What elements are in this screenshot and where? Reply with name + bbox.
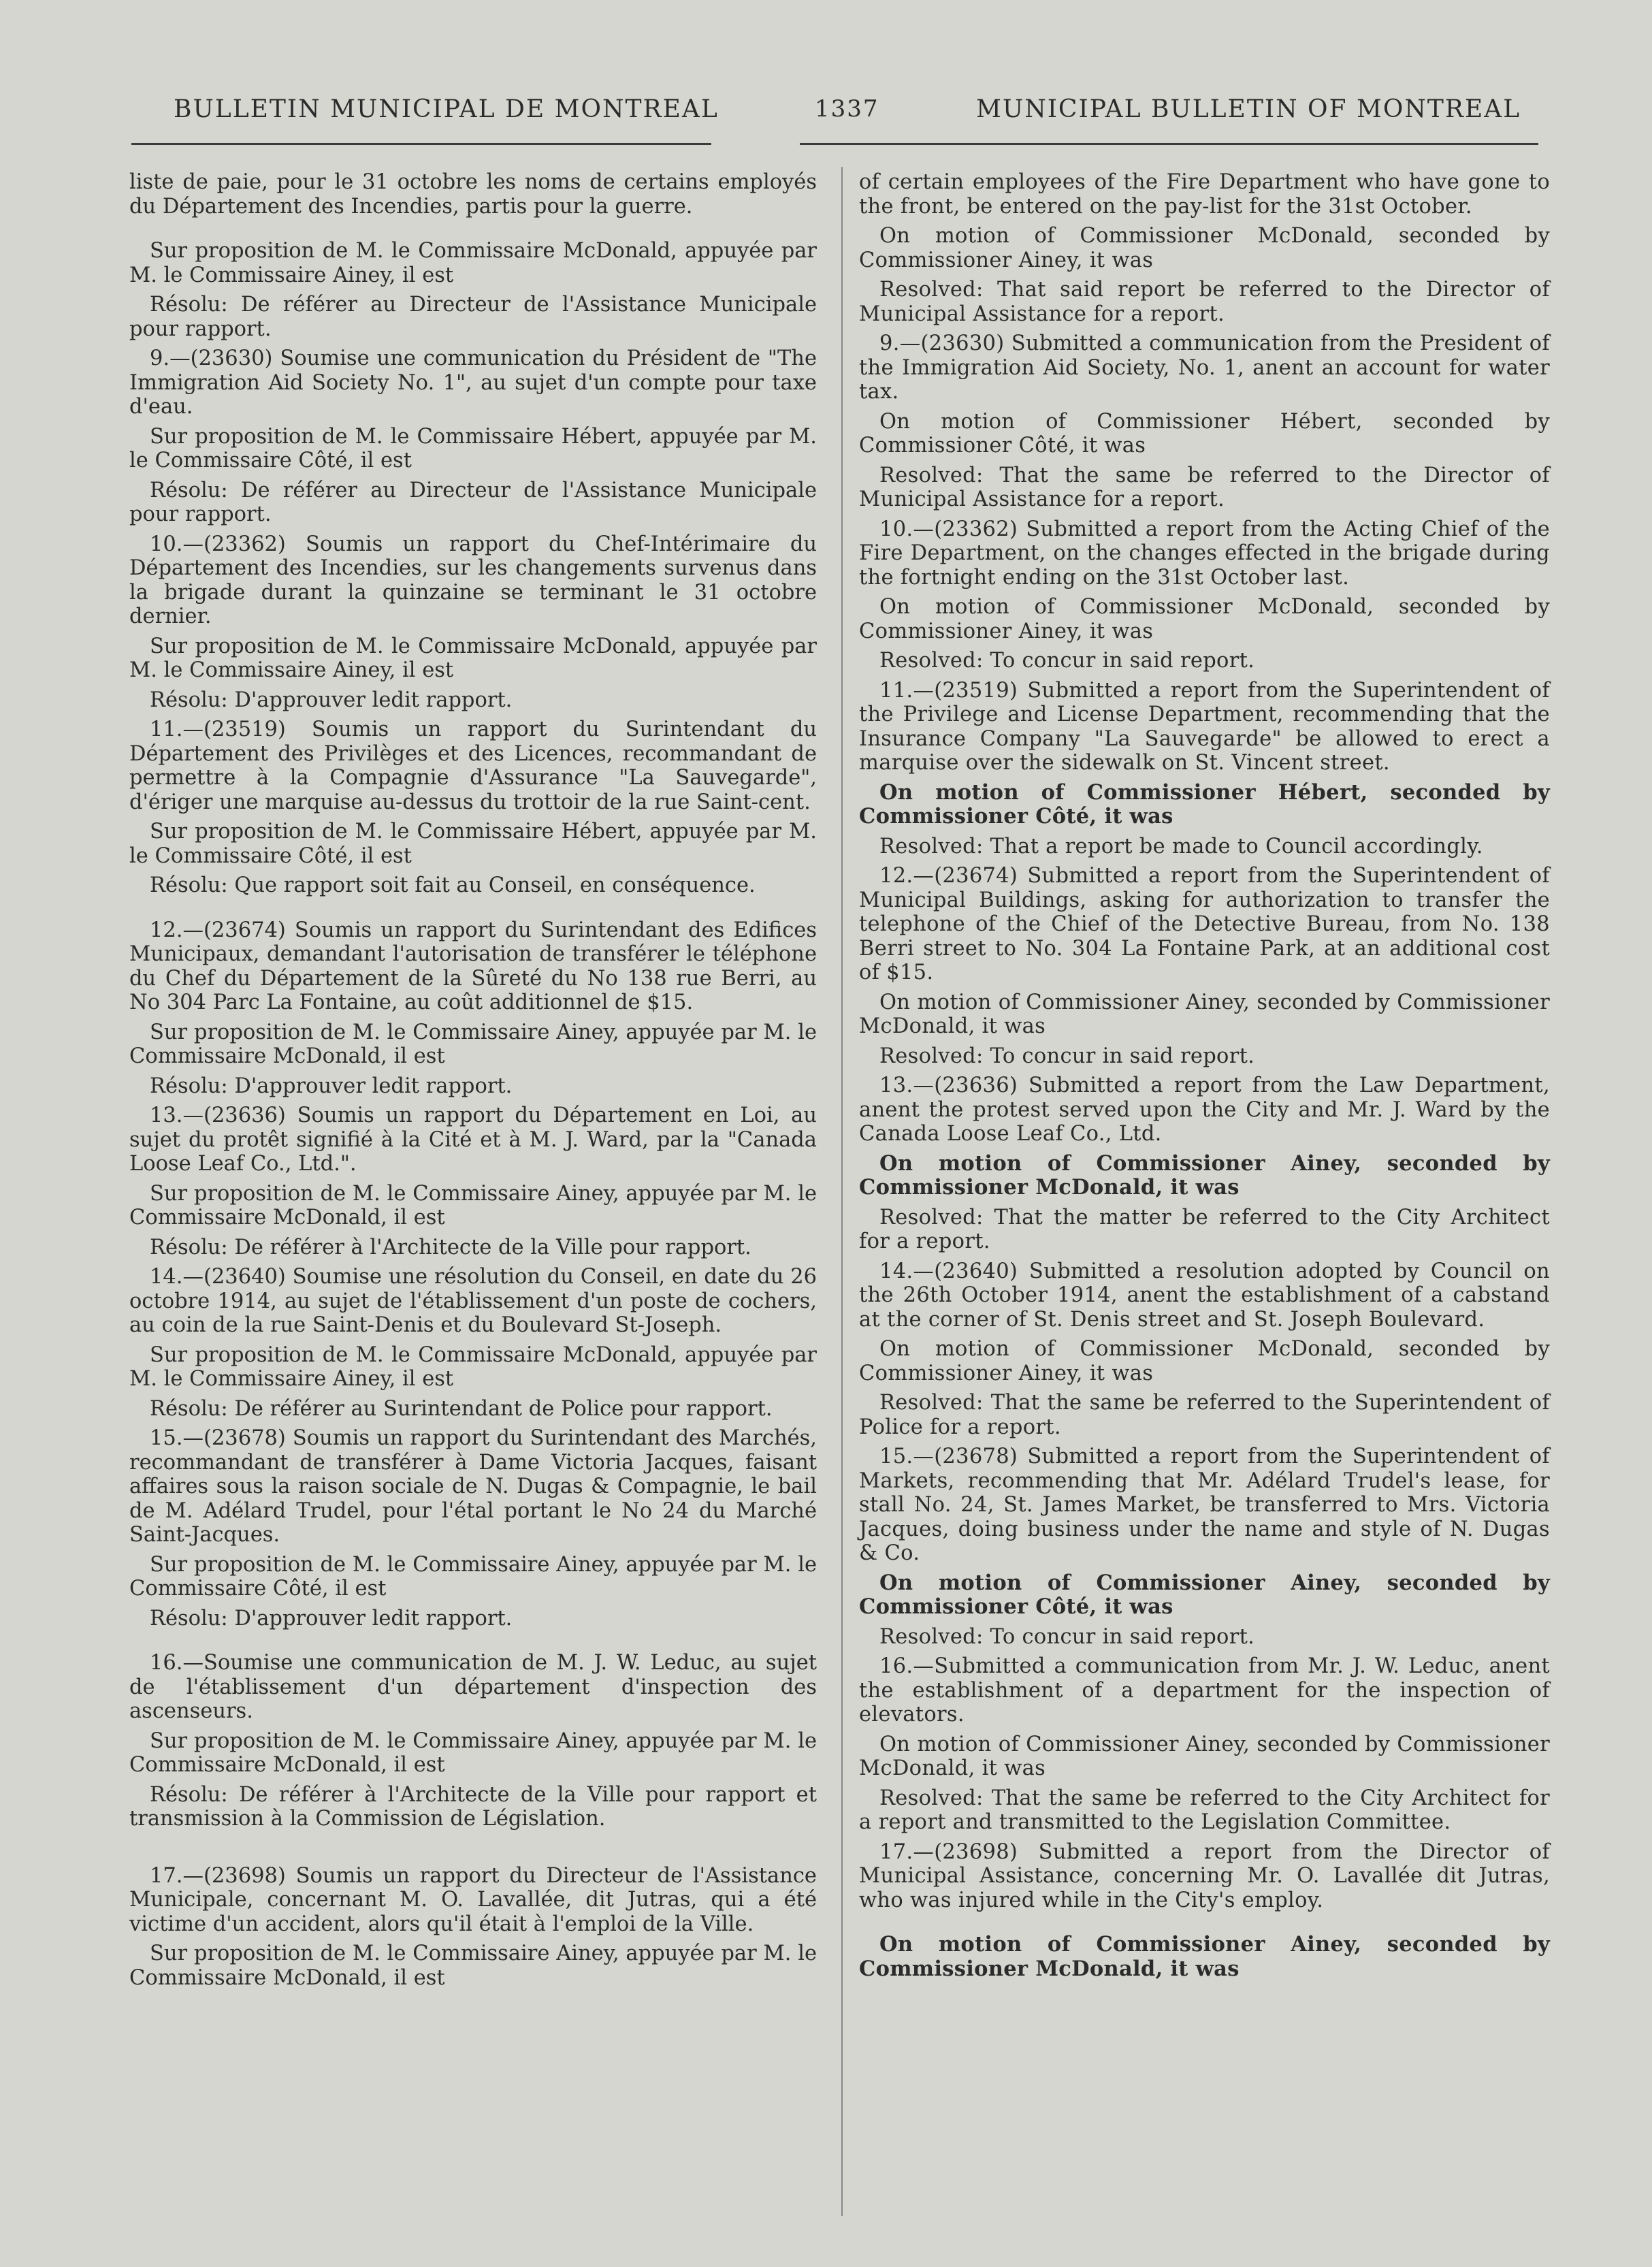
fr-paragraph: Résolu: D'approuver ledit rapport.: [150, 1074, 513, 1098]
en-paragraph: 11.—(23519) Submitted a report from the Superintendent of the Privilege and License Department, recommending that the Insurance Company "La Sauvegarde" be allowed to erect a marquise over the sidewalk on St. Vincent street.: [859, 678, 1550, 775]
en-paragraph: 15.—(23678) Submitted a report from the Superintendent of Markets, recommending that Mr. Adélard Trudel's lease, for stall No. 24, St. James Market, be transferred to Mrs. Victoria Jacques, doing business under the name and style of N. Dugas & Co.: [859, 1445, 1550, 1565]
fr-paragraph: 13.—(23636) Soumis un rapport du Département en Loi, au sujet du protêt signifié à la Cité et à M. J. Ward, par la "Canada Loose Leaf Co., Ltd.".: [129, 1104, 817, 1176]
fr-paragraph: Résolu: De référer au Surintendant de Police pour rapport.: [150, 1396, 773, 1421]
en-paragraph: On motion of Commissioner Ainey, seconded by Commissioner McDonald, it was: [859, 1932, 1550, 1981]
fr-paragraph: Résolu: Que rapport soit fait au Conseil, en conséquence.: [150, 873, 756, 897]
en-paragraph: On motion of Commissioner Ainey, seconded by Commissioner Côté, it was: [859, 1570, 1550, 1619]
fr-paragraph: 12.—(23674) Soumis un rapport du Surintendant des Edifices Municipaux, demandant l'autorisation de transférer le téléphone du Chef du Département de la Sûreté du No 138 rue Berri, au No 304 Parc La Fontaine, au coût additionnel de $15.: [129, 918, 817, 1014]
en-paragraph: Resolved: That the same be referred to the City Architect for a report and transmitted to the Legislation Committee.: [859, 1786, 1550, 1834]
en-paragraph: Resolved: That the same be referred to the Superintendent of Police for a report.: [859, 1391, 1550, 1439]
fr-paragraph: Sur proposition de M. le Commissaire Ainey, appuyée par M. le Commissaire McDonald, il est: [129, 1942, 817, 1990]
en-paragraph: Resolved: That a report be made to Council accordingly.: [879, 834, 1483, 858]
en-paragraph: 9.—(23630) Submitted a communication from the President of the Immigration Aid Society, No. 1, anent an account for water tax.: [859, 332, 1550, 404]
en-paragraph: 14.—(23640) Submitted a resolution adopted by Council on the 26th October 1914, anent the establishment of a cabstand at the corner of St. Denis street and St. Joseph Boulevard.: [859, 1259, 1550, 1332]
page-number: 1337: [815, 95, 879, 123]
fr-paragraph: liste de paie, pour le 31 octobre les noms de certains employés du Département des Incendies, partis pour la guerre.: [129, 170, 817, 219]
en-paragraph: Resolved: That the same be referred to the Director of Municipal Assistance for a report.: [859, 463, 1550, 511]
en-paragraph: On motion of Commissioner Hébert, seconded by Commissioner Côté, it was: [859, 779, 1550, 829]
fr-paragraph: Sur proposition de M. le Commissaire Hébert, appuyée par M. le Commissaire Côté, il est: [129, 424, 817, 472]
header-rule-left: [131, 143, 711, 145]
fr-paragraph: Sur proposition de M. le Commissaire McDonald, appuyée par M. le Commissaire Ainey, il est: [129, 1342, 817, 1391]
fr-paragraph: Sur proposition de M. le Commissaire McDonald, appuyée par M. le Commissaire Ainey, il est: [129, 239, 817, 287]
fr-paragraph: Résolu: D'approuver ledit rapport.: [150, 1606, 513, 1630]
en-paragraph: On motion of Commissioner Hébert, seconded by Commissioner Côté, it was: [859, 409, 1550, 457]
en-paragraph: Resolved: To concur in said report.: [879, 1624, 1255, 1649]
en-paragraph: 13.—(23636) Submitted a report from the Law Department, anent the protest served upon the City and Mr. J. Ward by the Canada Loose Leaf Co., Ltd.: [859, 1074, 1550, 1146]
en-paragraph: 16.—Submitted a communication from Mr. J. W. Leduc, anent the establishment of a department for the inspection of elevators.: [859, 1654, 1550, 1726]
fr-paragraph: 15.—(23678) Soumis un rapport du Surintendant des Marchés, recommandant de transférer à Dame Victoria Jacques, faisant affaires sous la raison sociale de N. Dugas & Compagnie, le bail de M. Adélard Trudel, pour l'étal portant le No 24 du Marché Saint-Jacques.: [129, 1426, 817, 1547]
en-paragraph: Resolved: To concur in said report.: [879, 649, 1255, 673]
page-header: [0, 87, 1652, 142]
en-paragraph: On motion of Commissioner McDonald, seconded by Commissioner Ainey, it was: [859, 1337, 1550, 1385]
fr-paragraph: Sur proposition de M. le Commissaire Ainey, appuyée par M. le Commissaire McDonald, il est: [129, 1020, 817, 1068]
fr-paragraph: 14.—(23640) Soumise une résolution du Conseil, en date du 26 octobre 1914, au sujet de l'établissement d'un poste de cochers, au coin de la rue Saint-Denis et du Boulevard St-Joseph.: [129, 1265, 817, 1337]
en-paragraph: On motion of Commissioner McDonald, seconded by Commissioner Ainey, it was: [859, 595, 1550, 643]
en-paragraph: On motion of Commissioner Ainey, seconded by Commissioner McDonald, it was: [859, 990, 1550, 1038]
fr-paragraph: Résolu: De référer à l'Architecte de la Ville pour rapport et transmission à la Commission de Législation.: [129, 1782, 817, 1831]
french-column: [129, 170, 817, 1995]
header-rule-right: [800, 143, 1538, 145]
fr-paragraph: Sur proposition de M. le Commissaire Ainey, appuyée par M. le Commissaire McDonald, il est: [129, 1181, 817, 1229]
fr-paragraph: 17.—(23698) Soumis un rapport du Directeur de l'Assistance Municipale, concernant M. O. Lavallée, dit Jutras, qui a été victime d'un accident, alors qu'il était à l'emploi de la Ville.: [129, 1863, 817, 1936]
fr-paragraph: Résolu: De référer au Directeur de l'Assistance Municipale pour rapport.: [129, 293, 817, 341]
fr-paragraph: Résolu: De référer à l'Architecte de la Ville pour rapport.: [150, 1235, 751, 1259]
en-paragraph: 17.—(23698) Submitted a report from the Director of Municipal Assistance, concerning Mr. O. Lavallée dit Jutras, who was injured while in the City's employ.: [859, 1839, 1550, 1912]
fr-paragraph: Résolu: De référer au Directeur de l'Assistance Municipale pour rapport.: [129, 478, 817, 526]
fr-paragraph: Sur proposition de M. le Commissaire Ainey, appuyée par M. le Commissaire Côté, il est: [129, 1552, 817, 1601]
en-paragraph: On motion of Commissioner Ainey, seconded by Commissioner McDonald, it was: [859, 1732, 1550, 1780]
fr-paragraph: Sur proposition de M. le Commissaire McDonald, appuyée par M. le Commissaire Ainey, il est: [129, 634, 817, 682]
en-paragraph: of certain employees of the Fire Department who have gone to the front, be entered on the pay-list for the 31st October.: [859, 170, 1550, 219]
column-divider: [841, 167, 843, 2216]
fr-paragraph: Résolu: D'approuver ledit rapport.: [150, 688, 513, 712]
fr-paragraph: 16.—Soumise une communication de M. J. W. Leduc, au sujet de l'établissement d'un département d'inspection des ascenseurs.: [129, 1651, 817, 1723]
en-paragraph: Resolved: That the matter be referred to the City Architect for a report.: [859, 1205, 1550, 1253]
fr-paragraph: Sur proposition de M. le Commissaire Hébert, appuyée par M. le Commissaire Côté, il est: [129, 820, 817, 868]
fr-paragraph: Sur proposition de M. le Commissaire Ainey, appuyée par M. le Commissaire McDonald, il est: [129, 1729, 817, 1777]
header-french-title: BULLETIN MUNICIPAL DE MONTREAL: [174, 95, 719, 123]
fr-paragraph: 9.—(23630) Soumise une communication du Président de "The Immigration Aid Society No. 1", au sujet d'un compte pour taxe d'eau.: [129, 347, 817, 419]
fr-paragraph: 11.—(23519) Soumis un rapport du Surintendant du Département des Privilèges et des Licences, recommandant de permettre à la Compagnie d'Assurance "La Sauvegarde", d'ériger une marquise au-dessus du trottoir de la rue Saint-cent.: [129, 718, 817, 814]
en-paragraph: Resolved: That said report be referred to the Director of Municipal Assistance for a report.: [859, 278, 1550, 326]
en-paragraph: On motion of Commissioner McDonald, seconded by Commissioner Ainey, it was: [859, 224, 1550, 272]
en-paragraph: 12.—(23674) Submitted a report from the Superintendent of Municipal Buildings, asking for authorization to transfer the telephone of the Chief of the Detective Bureau, from No. 138 Berri street to No. 304 La Fontaine Park, at an additional cost of $15.: [859, 864, 1550, 984]
en-paragraph: On motion of Commissioner Ainey, seconded by Commissioner McDonald, it was: [859, 1151, 1550, 1200]
english-column: [859, 170, 1550, 1987]
fr-paragraph: 10.—(23362) Soumis un rapport du Chef-Intérimaire du Département des Incendies, sur les changements survenus dans la brigade durant la quinzaine se terminant le 31 octobre dernier.: [129, 532, 817, 628]
en-paragraph: Resolved: To concur in said report.: [879, 1044, 1255, 1068]
header-english-title: MUNICIPAL BULLETIN OF MONTREAL: [976, 95, 1521, 123]
en-paragraph: 10.—(23362) Submitted a report from the Acting Chief of the Fire Department, on the changes effected in the brigade during the fortnight ending on the 31st October last.: [859, 517, 1550, 590]
